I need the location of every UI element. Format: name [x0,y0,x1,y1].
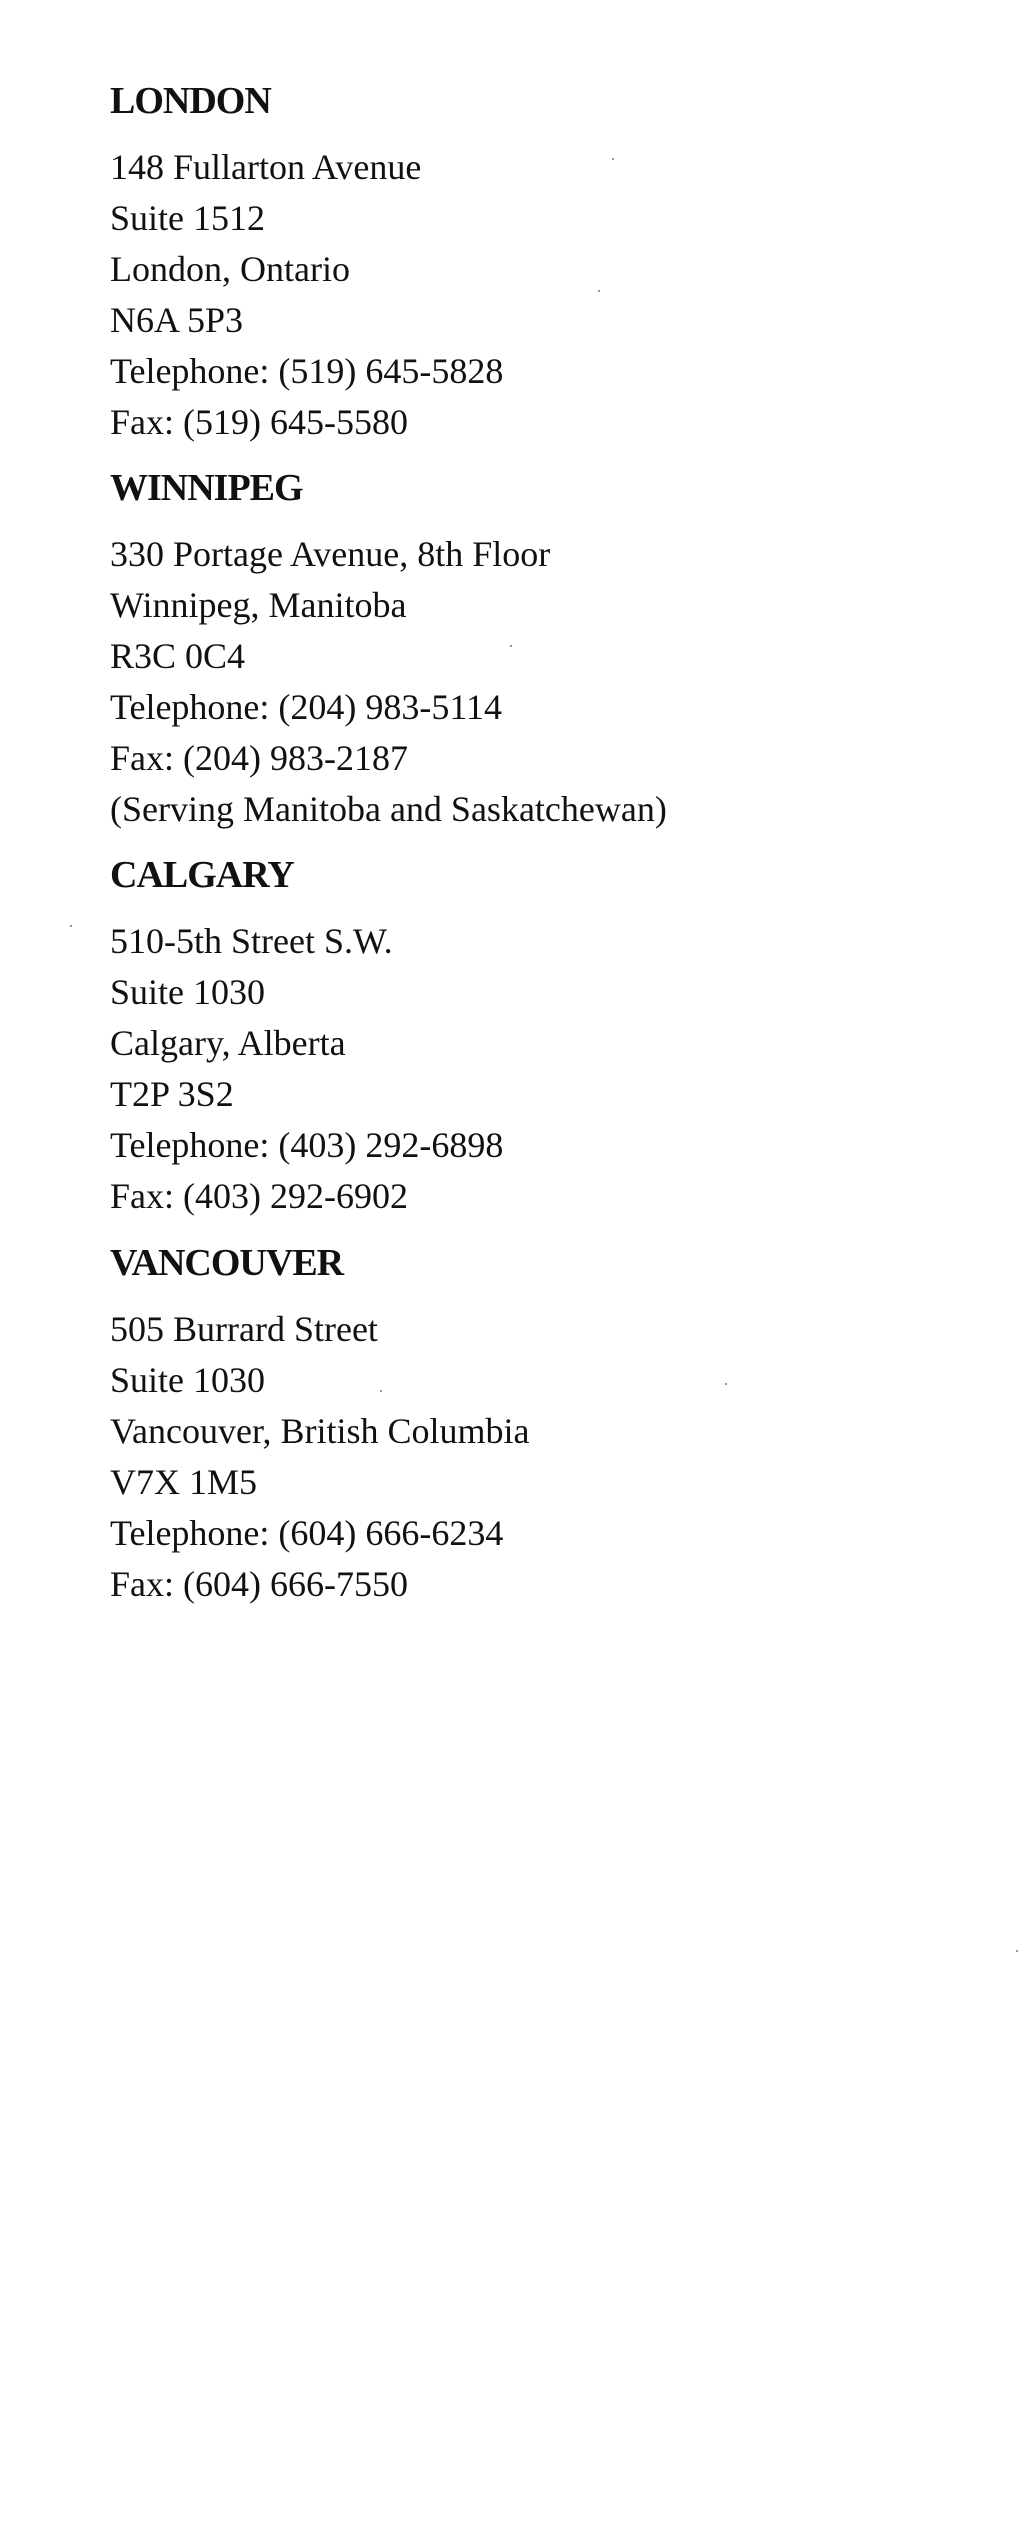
telephone-line: Telephone: (519) 645-5828 [110,351,504,391]
address-line: London, Ontario [110,249,350,289]
fax-line: Fax: (519) 645-5580 [110,402,408,442]
office-winnipeg [110,465,890,835]
address-line: 330 Portage Avenue, 8th Floor [110,534,551,574]
office-name: VANCOUVER [110,1242,344,1284]
address-line: 505 Burrard Street [110,1309,378,1349]
office-vancouver [110,1240,890,1610]
office-name: WINNIPEG [110,467,303,509]
address-line: R3C 0C4 [110,636,246,676]
address-lines [110,1304,890,1610]
address-line: 510-5th Street S.W. [110,921,393,961]
scan-speck [380,1390,382,1392]
address-line: N6A 5P3 [110,300,244,340]
scan-speck [725,1383,727,1385]
telephone-line: Telephone: (403) 292-6898 [110,1125,504,1165]
office-name: CALGARY [110,854,294,896]
address-line: Suite 1030 [110,1360,266,1400]
address-line: Calgary, Alberta [110,1023,346,1063]
telephone-line: Telephone: (204) 983-5114 [110,687,503,727]
fax-line: Fax: (604) 666-7550 [110,1564,408,1604]
scan-speck [598,290,600,292]
scan-speck [70,925,72,927]
address-line: Winnipeg, Manitoba [110,585,407,625]
office-london [110,78,890,448]
address-lines [110,916,890,1222]
service-area-note: (Serving Manitoba and Saskatchewan) [110,789,667,829]
address-lines [110,142,890,448]
address-line: Suite 1512 [110,198,266,238]
fax-line: Fax: (403) 292-6902 [110,1176,408,1216]
telephone-line: Telephone: (604) 666-6234 [110,1513,504,1553]
scan-speck [1016,1950,1018,1952]
scan-speck [612,158,614,160]
scan-speck [510,645,512,647]
address-line: Suite 1030 [110,972,266,1012]
office-name: LONDON [110,80,271,122]
office-calgary [110,852,890,1222]
fax-line: Fax: (204) 983-2187 [110,738,408,778]
address-lines [110,529,890,835]
address-line: Vancouver, British Columbia [110,1411,530,1451]
address-line: V7X 1M5 [110,1462,258,1502]
address-line: T2P 3S2 [110,1074,234,1114]
address-line: 148 Fullarton Avenue [110,147,422,187]
